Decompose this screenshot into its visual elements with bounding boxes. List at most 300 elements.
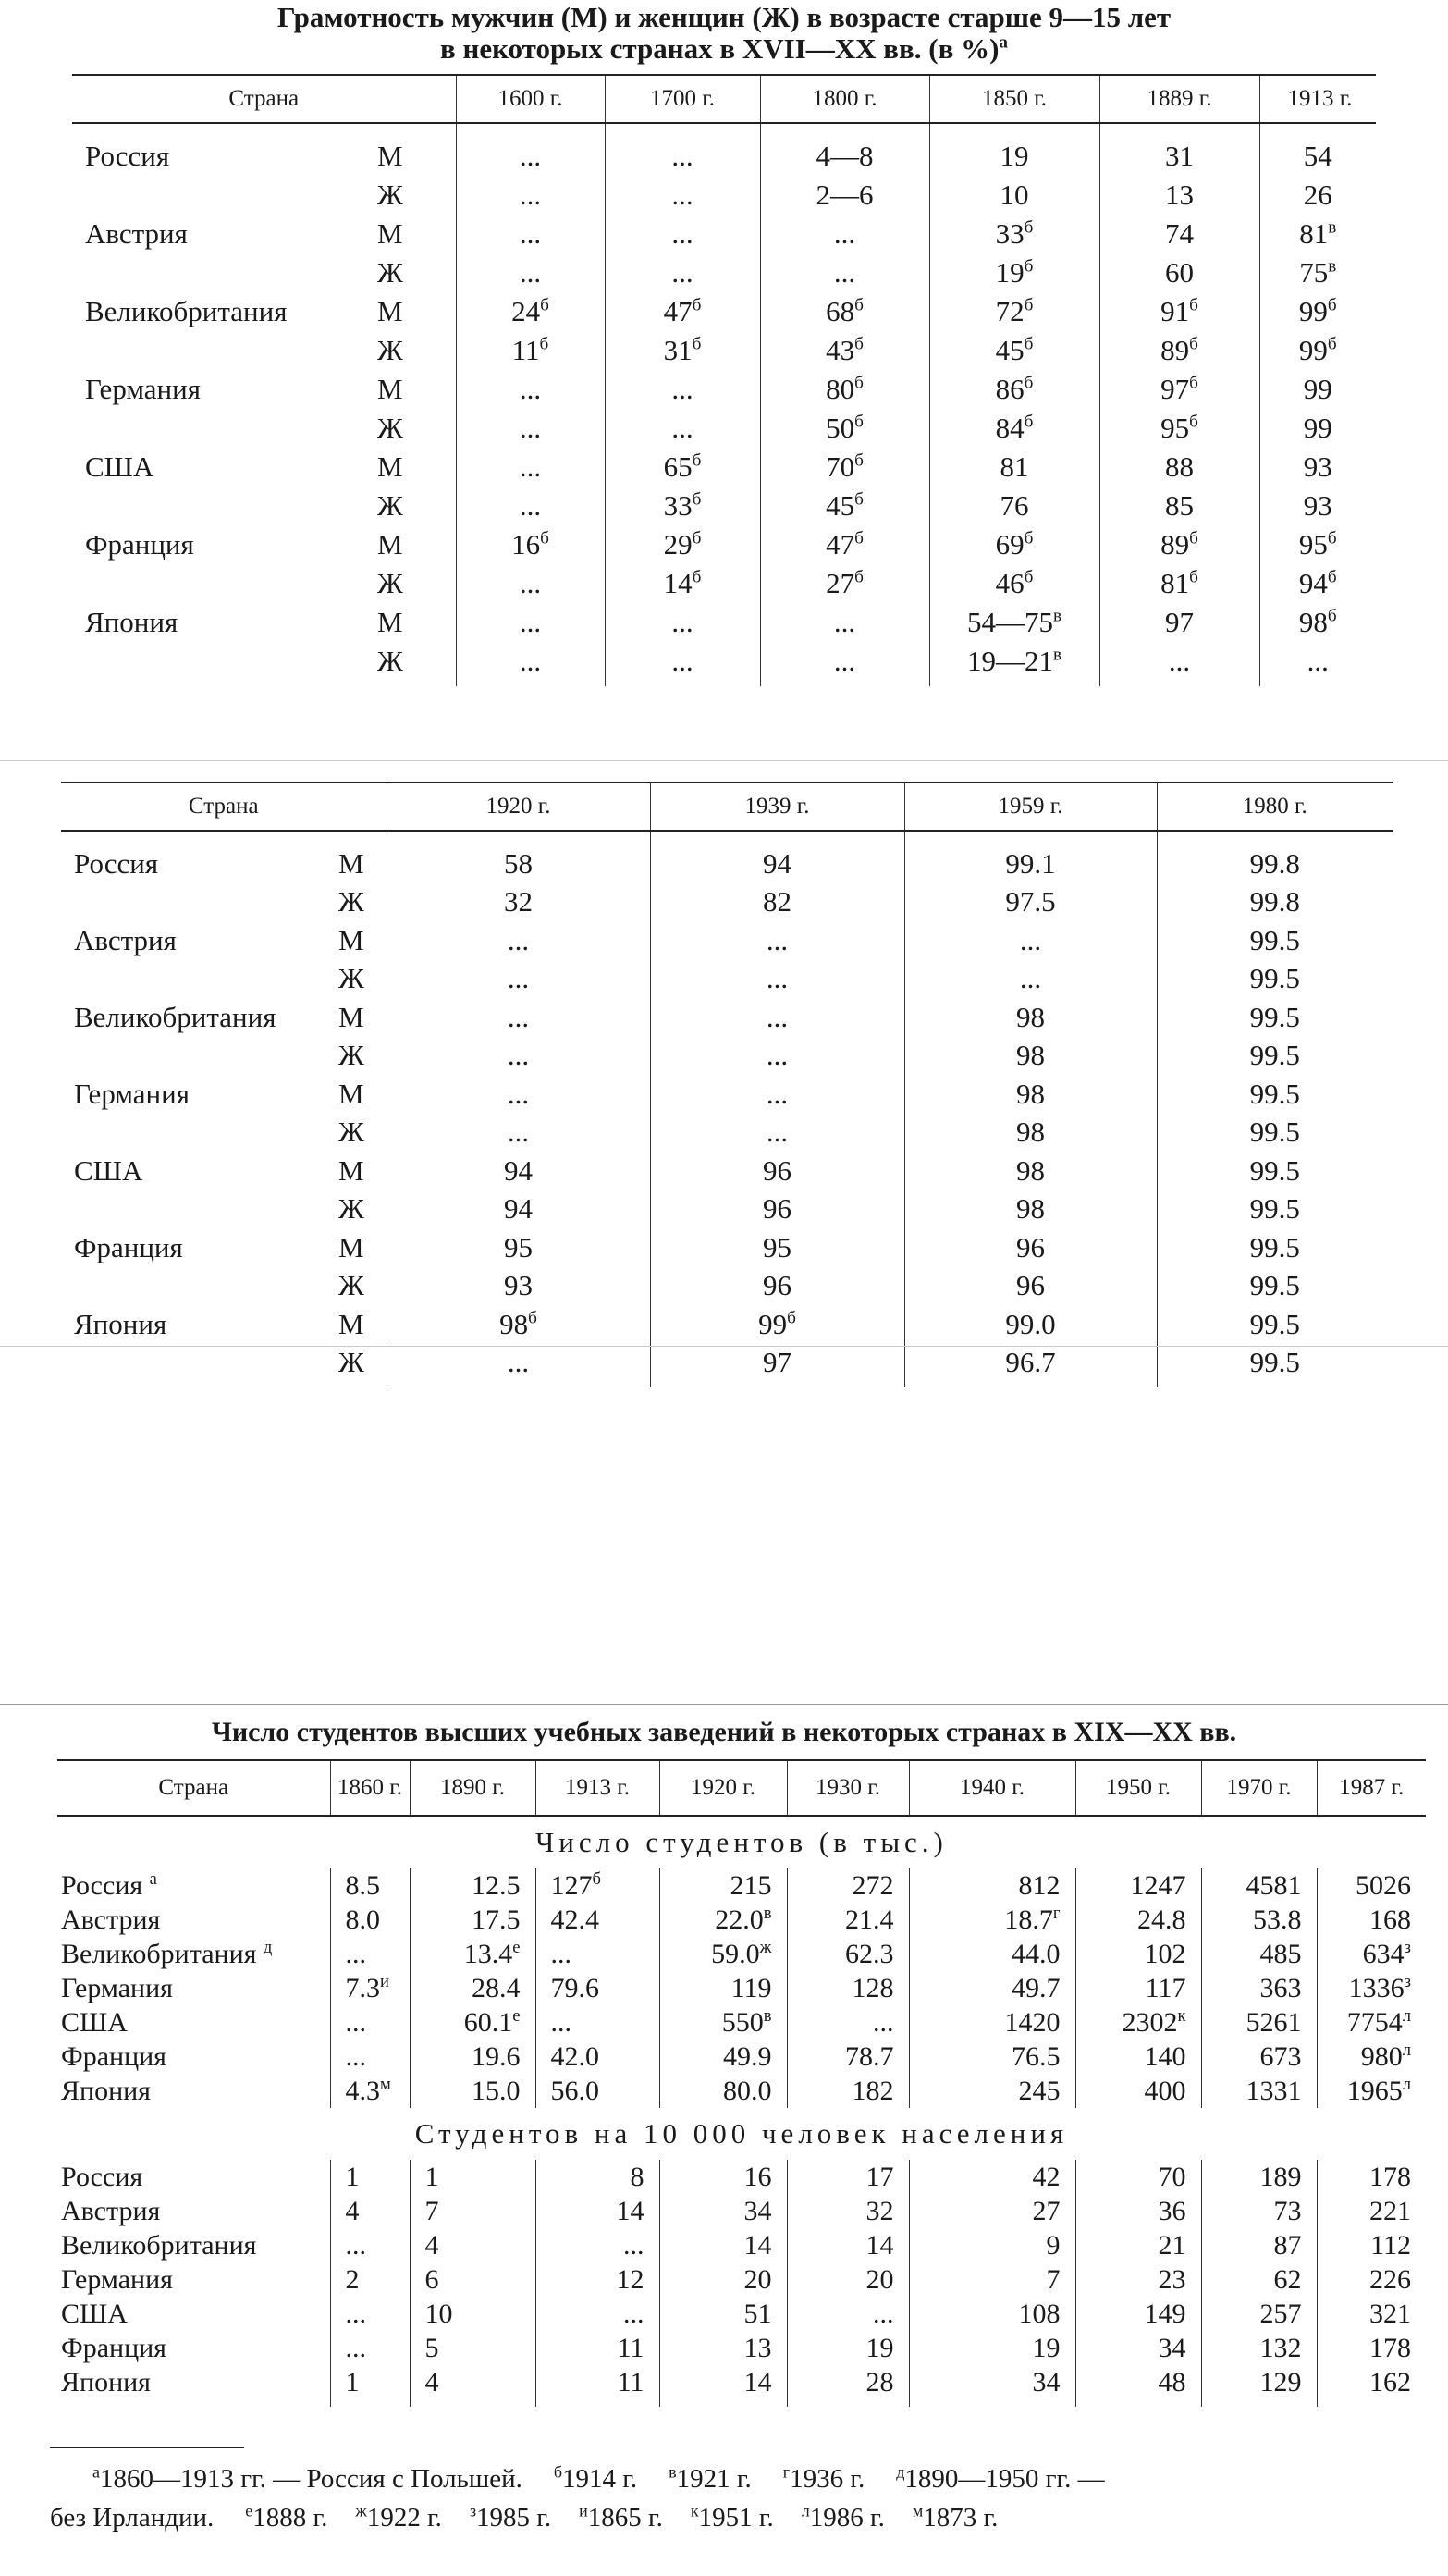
- value-cell: [909, 1868, 1075, 1903]
- cell-value: ...: [507, 1115, 530, 1149]
- cell-value: 31: [663, 334, 693, 366]
- cell-value: 812: [1018, 1869, 1061, 1901]
- literacy-title-line1: Грамотность мужчин (М) и женщин (Ж) в возрасте старше 9—15 лет: [276, 1, 1172, 33]
- country-cell: [57, 1937, 330, 1971]
- value-cell: 51: [659, 2297, 787, 2331]
- value-cell: [929, 603, 1099, 642]
- country-cell: [61, 883, 338, 922]
- cell-note: б: [692, 450, 702, 471]
- value-cell: [650, 1267, 904, 1306]
- cell-value: ...: [766, 923, 789, 956]
- cell-value: 99.5: [1249, 1153, 1300, 1187]
- value-cell: 34: [659, 2194, 787, 2228]
- cell-note: к: [1177, 2005, 1186, 2026]
- value-cell: [1099, 448, 1259, 487]
- table-row: [72, 137, 1376, 176]
- value-cell: 14: [787, 2228, 909, 2262]
- cell-value: 98: [499, 1307, 529, 1340]
- cell-value: 168: [1369, 1904, 1411, 1935]
- cell-value: ...: [507, 962, 530, 995]
- value-cell: [929, 487, 1099, 525]
- value-cell: [330, 1868, 410, 1903]
- value-cell: [904, 960, 1157, 999]
- country-cell: Франция: [74, 1230, 183, 1263]
- cell-value: 363: [1259, 1972, 1302, 2003]
- value-cell: 34: [909, 2365, 1075, 2399]
- value-cell: [659, 1937, 787, 1971]
- value-cell: 13: [659, 2331, 787, 2365]
- footnote-mark: к: [690, 2501, 699, 2521]
- footnote-item: [783, 2464, 865, 2494]
- cell-value: 99.5: [1249, 1039, 1300, 1072]
- country-cell: Австрия: [74, 923, 177, 956]
- footnote-text: 1951 г.: [698, 2503, 774, 2533]
- value-cell: [760, 215, 929, 253]
- country-column-header: Страна: [61, 783, 387, 831]
- value-cell: [535, 1937, 659, 1971]
- cell-value: 56.0: [550, 2075, 599, 2106]
- value-cell: 1: [330, 2365, 410, 2399]
- table-row: [57, 2005, 1426, 2040]
- cell-value: ...: [833, 645, 856, 677]
- value-cell: [1201, 2040, 1317, 2074]
- country-name: Австрия: [61, 1904, 161, 1935]
- year-column-header: 1940 г.: [909, 1760, 1075, 1816]
- cell-value: 19.6: [472, 2040, 521, 2072]
- value-cell: [929, 409, 1099, 448]
- value-cell: [1157, 844, 1393, 883]
- value-cell: [909, 2005, 1075, 2040]
- footnote-text: 1860—1913 гг. — Россия с Польшей.: [99, 2464, 522, 2494]
- cell-value: 8.0: [345, 1904, 380, 1935]
- cell-note: л: [1402, 2040, 1411, 2060]
- cell-value: 96: [763, 1269, 791, 1302]
- table-row: [57, 2331, 1426, 2365]
- value-cell: [330, 1971, 410, 2005]
- sex-cell: Ж: [338, 1346, 364, 1379]
- country-name: Россия: [61, 1869, 143, 1901]
- value-cell: [456, 487, 605, 525]
- value-cell: [909, 1937, 1075, 1971]
- footnote-text: 1985 г.: [476, 2503, 552, 2533]
- sex-cell: Ж: [338, 1039, 364, 1072]
- value-cell: [535, 1971, 659, 2005]
- year-column-header: 1920 г.: [387, 783, 650, 831]
- cell-note: б: [1189, 295, 1198, 315]
- cell-value: 95: [1298, 528, 1328, 561]
- sex-cell: Ж: [338, 1192, 364, 1226]
- value-cell: [650, 998, 904, 1037]
- cell-value: 53.8: [1253, 1904, 1302, 1935]
- value-cell: [787, 2040, 909, 2074]
- value-cell: [904, 1152, 1157, 1190]
- value-cell: [650, 1152, 904, 1190]
- value-cell: [760, 331, 929, 370]
- cell-note: б: [1024, 412, 1034, 432]
- value-cell: [387, 1152, 650, 1190]
- table-row: [57, 2365, 1426, 2399]
- cell-value: 7754: [1346, 2006, 1403, 2038]
- footnote-item: [896, 2464, 1104, 2494]
- value-cell: [1317, 2040, 1426, 2074]
- cell-note: б: [1024, 295, 1034, 315]
- value-cell: [1099, 253, 1259, 292]
- sex-cell: М: [338, 1153, 364, 1187]
- cell-note: ж: [759, 1937, 772, 1957]
- sex-cell: М: [377, 140, 403, 172]
- cell-value: 42.4: [550, 1904, 599, 1935]
- value-cell: [904, 1114, 1157, 1152]
- value-cell: [387, 1305, 650, 1344]
- country-cell: США: [61, 2298, 128, 2329]
- cell-value: ...: [519, 412, 542, 444]
- cell-value: 182: [852, 2075, 894, 2106]
- cell-value: 99.5: [1249, 1346, 1300, 1379]
- cell-value: 65: [663, 450, 693, 483]
- cell-note: б: [854, 567, 864, 587]
- value-cell: [456, 331, 605, 370]
- footnote-mark: з: [469, 2501, 477, 2521]
- cell-value: 58: [504, 846, 533, 880]
- footnote-item: [913, 2503, 999, 2533]
- value-cell: [929, 215, 1099, 253]
- value-cell: 4: [410, 2365, 535, 2399]
- value-cell: [1259, 603, 1376, 642]
- value-cell: 42: [909, 2160, 1075, 2194]
- table-row: [72, 642, 1376, 681]
- cell-value: ...: [671, 217, 693, 250]
- value-cell: [605, 292, 760, 331]
- cell-value: ...: [507, 1000, 530, 1033]
- literacy-title: [0, 2, 1448, 65]
- value-cell: 20: [787, 2262, 909, 2297]
- footnote-text: 1914 г.: [562, 2464, 638, 2494]
- value-cell: [387, 998, 650, 1037]
- value-cell: [659, 2005, 787, 2040]
- country-cell: Австрия: [85, 217, 188, 250]
- cell-value: 94: [504, 1153, 533, 1187]
- value-cell: [410, 2074, 535, 2108]
- cell-value: 97: [1160, 373, 1190, 405]
- value-cell: [605, 487, 760, 525]
- country-cell: Япония: [61, 2366, 151, 2397]
- cell-value: 18.7: [1004, 1904, 1053, 1935]
- country-column-header: Страна: [72, 75, 456, 123]
- value-cell: [410, 1903, 535, 1937]
- value-cell: [387, 1114, 650, 1152]
- cell-value: 117: [1145, 1972, 1186, 2003]
- value-cell: [929, 370, 1099, 409]
- footnote-mark: е: [245, 2501, 253, 2521]
- table-header-row: [61, 783, 1393, 831]
- cell-value: ...: [519, 140, 542, 172]
- cell-note: б: [1327, 295, 1337, 315]
- value-cell: [1259, 215, 1376, 253]
- value-cell: 16: [659, 2160, 787, 2194]
- value-cell: [650, 1190, 904, 1229]
- value-cell: [1259, 331, 1376, 370]
- cell-value: 49.9: [723, 2040, 772, 2072]
- value-cell: 178: [1317, 2331, 1426, 2365]
- value-cell: [1201, 1937, 1317, 1971]
- cell-value: 32: [504, 885, 533, 918]
- value-cell: [1099, 525, 1259, 564]
- sex-cell: Ж: [377, 179, 403, 211]
- value-cell: [456, 253, 605, 292]
- value-cell: [909, 1971, 1075, 2005]
- value-cell: [1317, 2074, 1426, 2108]
- cell-value: ...: [833, 256, 856, 289]
- value-cell: [760, 487, 929, 525]
- cell-value: 16: [511, 528, 541, 561]
- value-cell: [1259, 253, 1376, 292]
- country-note: а: [149, 1868, 157, 1889]
- cell-value: 15.0: [472, 2075, 521, 2106]
- students-title: Число студентов высших учебных заведений в некоторых странах в XIX—XX вв.: [211, 1717, 1237, 1747]
- cell-value: 27: [826, 567, 855, 599]
- cell-value: 74: [1165, 217, 1194, 250]
- cell-note: б: [528, 1308, 537, 1328]
- cell-note: б: [1189, 334, 1198, 354]
- value-cell: 11: [535, 2331, 659, 2365]
- value-cell: [1075, 1868, 1201, 1903]
- country-cell: [61, 1037, 338, 1076]
- cell-value: ...: [1307, 645, 1329, 677]
- value-cell: [909, 2040, 1075, 2074]
- cell-value: 81: [1299, 217, 1329, 250]
- value-cell: [1259, 370, 1376, 409]
- value-cell: 70: [1075, 2160, 1201, 2194]
- value-cell: 19: [909, 2331, 1075, 2365]
- value-cell: [605, 370, 760, 409]
- value-cell: [904, 1037, 1157, 1076]
- country-cell: [72, 487, 377, 525]
- cell-value: 17.5: [472, 1904, 521, 1935]
- footnote-text: 1890—1950 гг. —: [904, 2464, 1105, 2494]
- value-cell: 11: [535, 2365, 659, 2399]
- cell-value: 96: [1016, 1230, 1045, 1263]
- value-cell: ...: [330, 2228, 410, 2262]
- value-cell: [605, 331, 760, 370]
- year-column-header: 1980 г.: [1157, 783, 1393, 831]
- year-column-header: 1600 г.: [456, 75, 605, 123]
- value-cell: [650, 1228, 904, 1267]
- table-row: [61, 844, 1393, 883]
- cell-note: б: [854, 373, 864, 393]
- value-cell: [387, 844, 650, 883]
- footnote-text: без Ирландии.: [50, 2503, 215, 2533]
- country-cell: [57, 1868, 330, 1903]
- value-cell: [1259, 409, 1376, 448]
- cell-value: 31: [1165, 140, 1194, 172]
- cell-value: 97: [763, 1346, 791, 1379]
- value-cell: [909, 2074, 1075, 2108]
- country-cell: [72, 564, 377, 603]
- cell-note: г: [1052, 1903, 1061, 1923]
- value-cell: [1075, 2005, 1201, 2040]
- cell-value: 4.3: [345, 2075, 380, 2106]
- cell-value: 95: [1160, 412, 1190, 444]
- value-cell: [1157, 1228, 1393, 1267]
- sex-cell: Ж: [377, 567, 403, 599]
- cell-value: ...: [766, 962, 789, 995]
- value-cell: 5: [410, 2331, 535, 2365]
- value-cell: 34: [1075, 2331, 1201, 2365]
- year-column-header: 1913 г.: [1259, 75, 1376, 123]
- cell-value: 99.8: [1249, 846, 1300, 880]
- cell-value: 13: [1165, 179, 1194, 211]
- value-cell: 48: [1075, 2365, 1201, 2399]
- cell-note: з: [1404, 1971, 1411, 1991]
- cell-value: 47: [826, 528, 855, 561]
- value-cell: 36: [1075, 2194, 1201, 2228]
- value-cell: [1259, 292, 1376, 331]
- cell-value: ...: [833, 217, 856, 250]
- cell-note: б: [1189, 412, 1198, 432]
- spacer-row: [57, 2399, 1426, 2407]
- value-cell: [1259, 642, 1376, 681]
- value-cell: [929, 137, 1099, 176]
- year-column-header: 1987 г.: [1317, 1760, 1426, 1816]
- value-cell: [760, 448, 929, 487]
- year-column-header: 1700 г.: [605, 75, 760, 123]
- value-cell: [650, 1344, 904, 1383]
- value-cell: [456, 176, 605, 215]
- cell-value: 62.3: [845, 1938, 894, 1969]
- value-cell: [605, 564, 760, 603]
- sex-cell: М: [377, 606, 403, 638]
- cell-value: ...: [833, 606, 856, 638]
- footnote-mark: г: [782, 2462, 791, 2482]
- value-cell: [787, 2074, 909, 2108]
- cell-value: 93: [1303, 450, 1332, 483]
- cell-note: б: [787, 1308, 796, 1328]
- cell-note: л: [1402, 2074, 1411, 2094]
- spacer-row: [61, 831, 1393, 844]
- value-cell: [904, 1267, 1157, 1306]
- cell-note: б: [1024, 334, 1034, 354]
- value-cell: [904, 883, 1157, 922]
- table-row: [61, 1075, 1393, 1114]
- cell-value: 60: [1165, 256, 1194, 289]
- cell-value: 78.7: [845, 2040, 894, 2072]
- country-name: Германия: [61, 1972, 173, 2003]
- sex-cell: М: [338, 846, 364, 880]
- country-cell: Россия: [61, 2161, 143, 2192]
- cell-value: 46: [995, 567, 1025, 599]
- cell-value: 99.5: [1249, 1000, 1300, 1033]
- table-row: [57, 1971, 1426, 2005]
- cell-value: 99: [758, 1307, 788, 1340]
- value-cell: [904, 1344, 1157, 1383]
- cell-value: 54—75: [966, 606, 1053, 638]
- section-title: Число студентов (в тыс.): [535, 1826, 948, 1858]
- footnote-mark: и: [579, 2501, 588, 2521]
- value-cell: [760, 292, 929, 331]
- cell-value: ...: [519, 256, 542, 289]
- cell-value: 4—8: [816, 140, 874, 172]
- value-cell: [1075, 1937, 1201, 1971]
- value-cell: [1099, 215, 1259, 253]
- value-cell: [1259, 564, 1376, 603]
- cell-value: 45: [826, 489, 855, 522]
- value-cell: [410, 1971, 535, 2005]
- cell-note: б: [1189, 528, 1198, 548]
- value-cell: [659, 1971, 787, 2005]
- value-cell: [1075, 1903, 1201, 1937]
- value-cell: ...: [535, 2228, 659, 2262]
- sex-cell: Ж: [377, 489, 403, 522]
- cell-value: ...: [519, 373, 542, 405]
- cell-note: б: [1024, 217, 1034, 238]
- value-cell: ...: [787, 2297, 909, 2331]
- value-cell: [929, 292, 1099, 331]
- value-cell: [659, 1903, 787, 1937]
- cell-value: ...: [507, 1039, 530, 1072]
- cell-note: б: [1327, 334, 1337, 354]
- cell-value: 99: [1303, 373, 1332, 405]
- sex-cell: Ж: [377, 645, 403, 677]
- cell-note: б: [540, 528, 549, 548]
- value-cell: [760, 642, 929, 681]
- cell-note: б: [592, 1868, 601, 1889]
- value-cell: [535, 1903, 659, 1937]
- cell-value: 95: [504, 1230, 533, 1263]
- table-row: [72, 525, 1376, 564]
- value-cell: [1157, 1267, 1393, 1306]
- value-cell: 32: [787, 2194, 909, 2228]
- cell-value: 1420: [1004, 2006, 1061, 2038]
- country-cell: Япония: [85, 606, 178, 638]
- cell-note: б: [1024, 373, 1034, 393]
- value-cell: 9: [909, 2228, 1075, 2262]
- cell-value: 76.5: [1012, 2040, 1061, 2072]
- footnote-mark: л: [801, 2501, 810, 2521]
- value-cell: [909, 1903, 1075, 1937]
- cell-value: 12.5: [472, 1869, 521, 1901]
- footnote-text: 1936 г.: [790, 2464, 865, 2494]
- cell-value: 673: [1259, 2040, 1302, 2072]
- cell-value: ...: [671, 140, 693, 172]
- cell-value: 119: [730, 1972, 772, 2003]
- cell-note: б: [1024, 256, 1034, 277]
- cell-value: 5261: [1246, 2006, 1302, 2038]
- sex-cell: М: [338, 1230, 364, 1263]
- cell-value: 96: [763, 1153, 791, 1187]
- value-cell: [1099, 370, 1259, 409]
- sex-cell: М: [377, 450, 403, 483]
- value-cell: 132: [1201, 2331, 1317, 2365]
- cell-value: 97: [1165, 606, 1194, 638]
- value-cell: [1201, 1971, 1317, 2005]
- value-cell: [904, 1305, 1157, 1344]
- value-cell: [1075, 1971, 1201, 2005]
- value-cell: [1099, 137, 1259, 176]
- value-cell: [760, 253, 929, 292]
- page-divider: [0, 1704, 1448, 1705]
- cell-value: 95: [763, 1230, 791, 1263]
- country-cell: [72, 253, 377, 292]
- footnote-text: 1888 г.: [252, 2503, 328, 2533]
- cell-value: 79.6: [550, 1972, 599, 2003]
- country-note: д: [263, 1937, 273, 1957]
- value-cell: [650, 1305, 904, 1344]
- value-cell: [605, 215, 760, 253]
- cell-note: в: [1052, 606, 1062, 626]
- cell-value: 72: [995, 295, 1025, 327]
- value-cell: 23: [1075, 2262, 1201, 2297]
- cell-value: 81: [1000, 450, 1029, 483]
